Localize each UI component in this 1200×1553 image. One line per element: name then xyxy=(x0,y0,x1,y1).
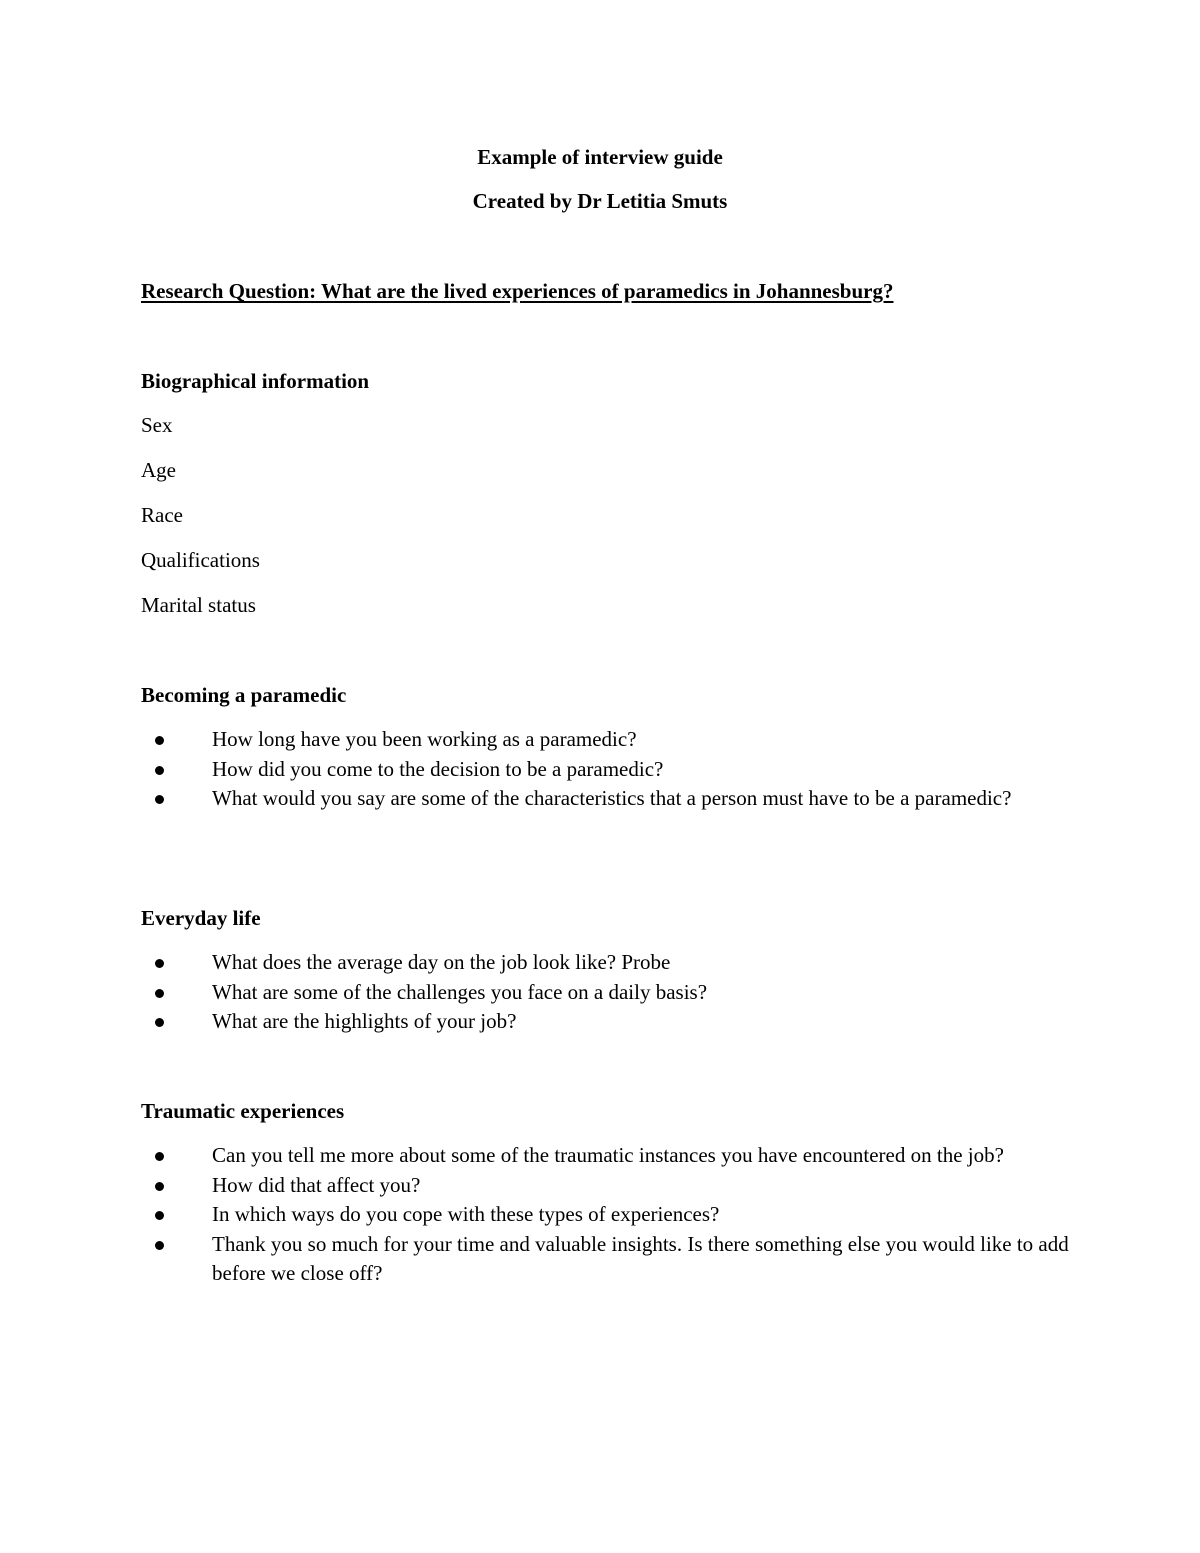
list-item xyxy=(0,725,1072,755)
list-item xyxy=(0,948,1072,978)
question-text: How long have you been working as a paramedic? xyxy=(212,727,637,751)
list-item xyxy=(0,978,1072,1008)
research-question: Research Question: What are the lived experiences of paramedics in Johannesburg? xyxy=(141,279,894,303)
bullet-icon xyxy=(155,795,164,804)
section-heading-traumatic: Traumatic experiences xyxy=(141,1099,345,1123)
bullet-icon xyxy=(155,989,164,998)
list-item xyxy=(0,1007,1072,1037)
question-list-becoming xyxy=(0,725,1100,814)
list-item xyxy=(0,1200,1072,1230)
bullet-icon xyxy=(155,1018,164,1027)
bullet-icon xyxy=(155,1182,164,1191)
question-text: What are the highlights of your job? xyxy=(212,1009,517,1033)
question-text: What would you say are some of the characteristics that a person must have to be a paramedic? xyxy=(212,786,1012,810)
question-text: How did that affect you? xyxy=(212,1172,421,1197)
bio-item-marital-status: Marital status xyxy=(141,593,256,617)
bio-item-race: Race xyxy=(141,503,183,527)
bullet-icon xyxy=(155,959,164,968)
bio-item-qualifications: Qualifications xyxy=(141,548,260,572)
section-heading-everyday: Everyday life xyxy=(141,906,261,930)
bullet-icon xyxy=(155,1241,164,1250)
list-item xyxy=(0,755,1072,785)
bullet-icon xyxy=(155,736,164,745)
bullet-icon xyxy=(155,766,164,775)
document-author: Created by Dr Letitia Smuts xyxy=(472,189,728,213)
question-text: Can you tell me more about some of the traumatic instances you have encountered on the job? xyxy=(212,1143,1004,1167)
list-item xyxy=(0,784,1072,814)
question-text: How did you come to the decision to be a paramedic? xyxy=(212,756,664,781)
bio-item-age: Age xyxy=(141,458,176,482)
list-item xyxy=(0,1171,1072,1201)
section-heading-biographical: Biographical information xyxy=(141,369,370,393)
bullet-icon xyxy=(155,1152,164,1161)
question-list-traumatic xyxy=(0,1141,1100,1289)
question-text: In which ways do you cope with these types of experiences? xyxy=(212,1202,720,1226)
bullet-icon xyxy=(155,1211,164,1220)
question-text: What are some of the challenges you face on a daily basis? xyxy=(212,979,708,1004)
question-text: Thank you so much for your time and valuable insights. Is there something else you would like to add before we close off? xyxy=(212,1231,1069,1285)
list-item xyxy=(0,1141,1072,1171)
question-list-everyday xyxy=(0,948,1100,1037)
bio-item-sex: Sex xyxy=(141,413,173,437)
document-title: Example of interview guide xyxy=(477,145,723,169)
list-item xyxy=(0,1230,1072,1289)
section-heading-becoming: Becoming a paramedic xyxy=(141,683,347,707)
question-text: What does the average day on the job look like? Probe xyxy=(212,950,671,974)
